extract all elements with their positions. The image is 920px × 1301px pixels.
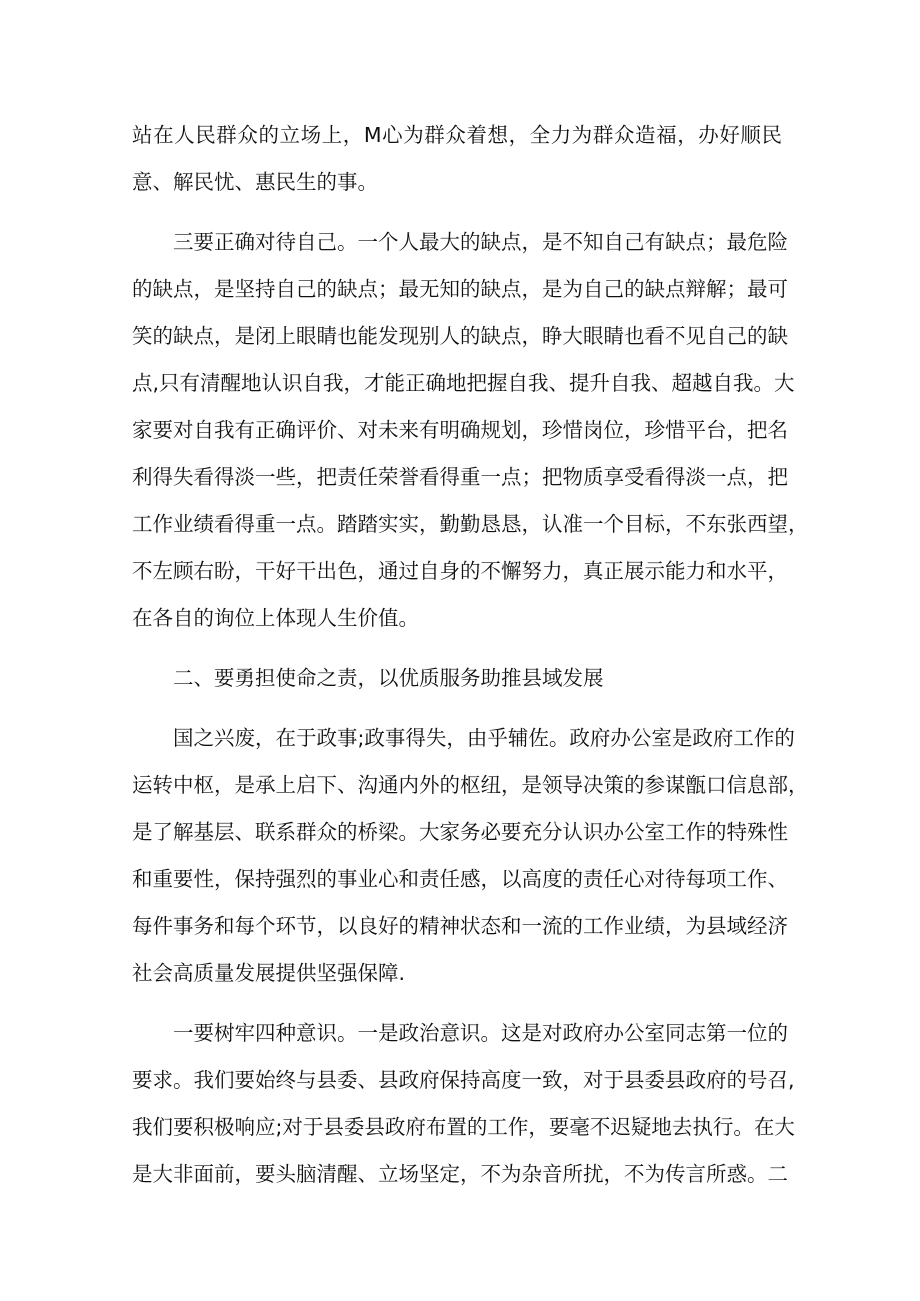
text-line: 国之兴废，在于政事;政事得失，由乎辅佐。政府办公室是政府工作的	[132, 726, 795, 750]
text-line: 利得失看得淡一些，把责任荣誉看得重一点；把物质享受看得淡一点，把	[132, 465, 788, 489]
text-line: 的缺点，是坚持自己的缺点；最无知的缺点，是为自己的缺点辩解；最可	[132, 277, 788, 301]
text-line: 点,只有清醒地认识自我，才能正确地把握自我、提升自我、超越自我。大	[132, 371, 795, 395]
section-heading	[132, 655, 782, 702]
text-line: 不左顾右盼，干好干出色，通过自身的不懈努力，真正展示能力和水平，	[132, 559, 788, 583]
text-line: 笑的缺点，是闭上眼睛也能发现别人的缺点，睁大眼睛也看不见自己的缺	[132, 324, 788, 348]
paragraph-2	[132, 219, 809, 642]
text-line: 和重要性，保持强烈的事业心和责任感，以高度的责任心对待每项工作、	[132, 867, 788, 891]
text-line: 意、解民忧、惠民生的事。	[132, 170, 378, 194]
text-line: 我们要积极响应;对于县委县政府布置的工作，要毫不迟疑地去执行。在大	[132, 1115, 795, 1139]
text-line: 要求。我们要始终与县委、县政府保持高度一致，对于县委县政府的号召,	[132, 1068, 795, 1092]
paragraph-3	[132, 715, 809, 997]
text-line: 是大非面前，要头脑清醒、立场坚定，不为杂音所扰，不为传言所惑。二	[132, 1162, 788, 1186]
paragraph-gap	[132, 206, 782, 219]
paragraph-gap	[132, 702, 782, 715]
text-line: 工作业绩看得重一点。踏踏实实，勤勤恳恳，认准一个目标，不东张西望，	[132, 512, 809, 536]
text-line: 二、要勇担使命之责，以优质服务助推县域发展	[132, 666, 604, 690]
paragraph-1	[132, 112, 782, 206]
paragraph-4	[132, 1010, 795, 1198]
text-line: 站在人民群众的立场上，M心为群众着想，全力为群众造福，办好顺民	[132, 123, 782, 147]
text-line: 在各自的询位上体现人生价值。	[132, 606, 419, 630]
text-line: 是了解基层、联系群众的桥梁。大家务必要充分认识办公室工作的特殊性	[132, 820, 788, 844]
text-line: 每件事务和每个环节，以良好的精神状态和一流的工作业绩，为县域经济	[132, 914, 788, 938]
paragraph-gap	[132, 997, 782, 1010]
document-page	[132, 112, 809, 1198]
text-line: 社会高质量发展提供坚强保障.	[132, 961, 406, 985]
paragraph-gap	[132, 642, 782, 655]
text-line: 一要树牢四种意识。一是政治意识。这是对政府办公室同志第一位的	[132, 1021, 788, 1045]
text-line: 家要对自我有正确评价、对未来有明确规划，珍惜岗位，珍惜平台，把名	[132, 418, 788, 442]
text-line: 运转中枢，是承上启下、沟通内外的枢纽，是领导决策的参谋甑口信息部，	[132, 773, 809, 797]
text-line: 三要正确对待自己。一个人最大的缺点，是不知自己有缺点；最危险	[132, 230, 788, 254]
